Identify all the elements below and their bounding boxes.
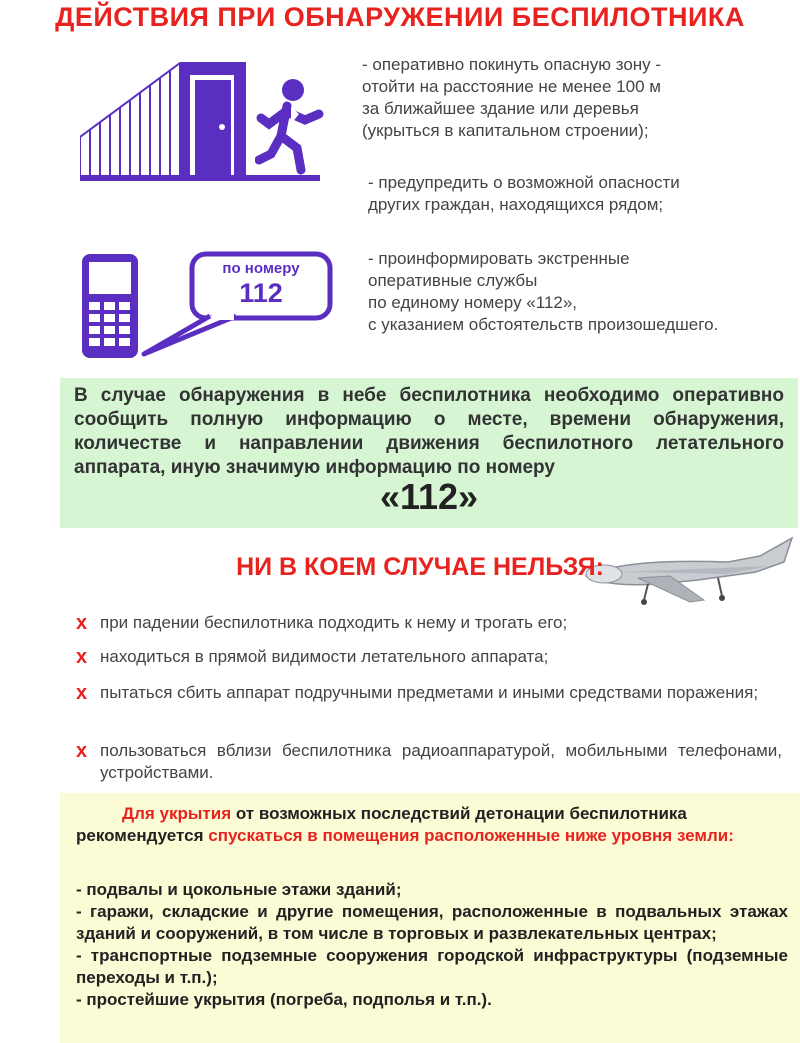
shelter-intro-black: от возможных последствий детонации беспилотника рекомендуется xyxy=(76,804,687,845)
shelter-item: - транспортные подземные сооружения городской инфраструктуры (подземные переходы и т.п.); xyxy=(76,946,788,987)
text-line: оперативные службы xyxy=(368,271,538,290)
list-item-text: при падении беспилотника подходить к нему и трогать его; xyxy=(100,613,568,632)
bubble-label: по номеру xyxy=(222,260,300,277)
text-line: отойти на расстояние не менее 100 м xyxy=(362,77,661,96)
list-item-text: пытаться сбить аппарат подручными предметами и иными средствами поражения; xyxy=(100,683,759,702)
shelter-intro xyxy=(76,803,788,847)
text-line: других граждан, находящихся рядом; xyxy=(368,195,664,214)
notice-text: В случае обнаружения в небе беспилотника необходимо оперативно сообщить полную информацию о месте, времени обнаружения, количестве и направлении движения беспилотного летательного аппарата, иную значимую информацию по номеру xyxy=(74,385,784,478)
mobile-phone-icon xyxy=(80,252,140,362)
shelter-box xyxy=(60,793,800,1043)
cross-icon: x xyxy=(76,612,88,634)
cross-icon: x xyxy=(76,740,88,762)
shelter-item: - подвалы и цокольные этажи зданий; xyxy=(76,880,402,899)
warn-others-text xyxy=(368,172,680,216)
list-item-text: находиться в прямой видимости летательного аппарата; xyxy=(100,647,549,666)
text-line: за ближайшее здание или деревья xyxy=(362,99,639,118)
list-item xyxy=(76,740,782,786)
text-line: - проинформировать экстренные xyxy=(368,249,630,268)
shelter-item: - простейшие укрытия (погреба, подполья и т.п.). xyxy=(76,990,492,1009)
running-person-icon xyxy=(255,78,335,178)
text-line: - предупредить о возможной опасности xyxy=(368,173,680,192)
cross-icon: x xyxy=(76,682,88,704)
text-line: по единому номеру «112», xyxy=(368,293,578,312)
cross-icon: x xyxy=(76,646,88,668)
page-title: ДЕЙСТВИЯ ПРИ ОБНАРУЖЕНИИ БЕСПИЛОТНИКА xyxy=(55,2,745,32)
text-line: с указанием обстоятельств произошедшего. xyxy=(368,315,719,334)
shelter-item: - гаражи, складские и другие помещения, расположенные в подвальных этажах зданий и сооружений, в том числе в торговых и развлекательных центрах; xyxy=(76,902,788,943)
text-line: - оперативно покинуть опасную зону - xyxy=(362,55,662,74)
notice-number: «112» xyxy=(379,476,479,517)
list-item xyxy=(76,612,782,636)
shelter-list xyxy=(76,879,788,1011)
notice-box xyxy=(60,378,798,528)
inform-services-text xyxy=(368,248,718,336)
prohibit-title: НИ В КОЕМ СЛУЧАЕ НЕЛЬЗЯ: xyxy=(236,553,604,581)
list-item xyxy=(76,646,782,670)
shelter-intro-red2: спускаться в помещения расположенные ниже уровня земли: xyxy=(208,826,734,845)
list-item xyxy=(76,682,782,728)
evacuate-text xyxy=(362,54,661,142)
list-item-text: пользоваться вблизи беспилотника радиоаппаратурой, мобильными телефонами, устройствами. xyxy=(100,741,782,782)
bubble-number: 112 xyxy=(239,278,283,308)
shelter-intro-red: Для укрытия xyxy=(122,804,232,823)
text-line: (укрыться в капитальном строении); xyxy=(362,121,649,140)
